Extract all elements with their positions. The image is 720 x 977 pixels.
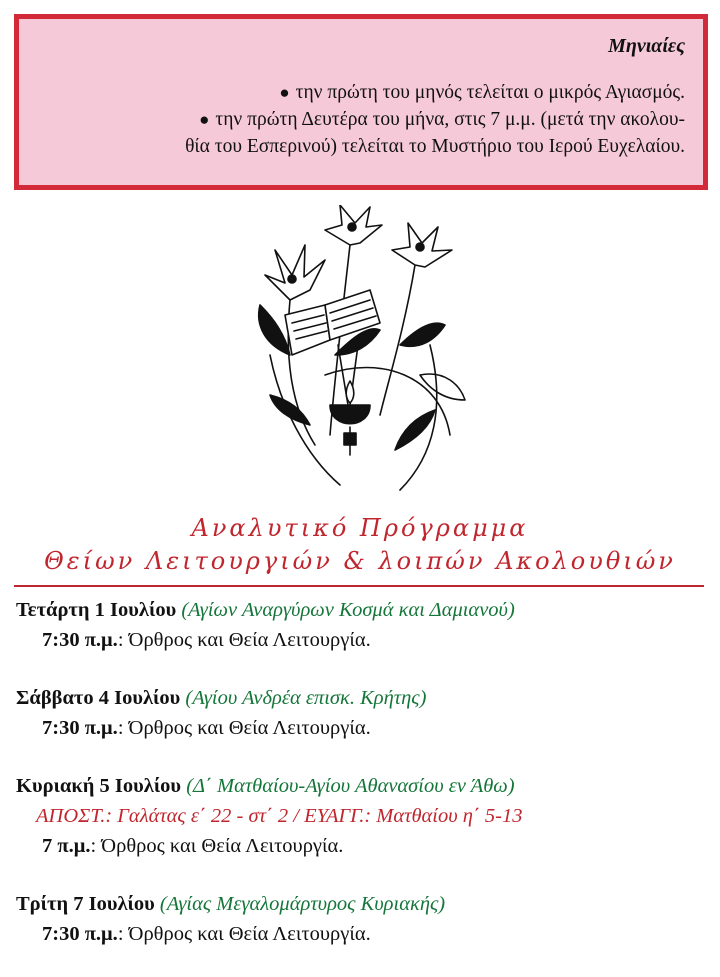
feast-name: (Αγίας Μεγαλομάρτυρος Κυριακής) [159,893,446,915]
service-line [16,713,706,743]
feast-name: (Δ΄ Ματθαίου-Αγίου Αθανασίου εν Άθω) [186,775,515,797]
service-time: 7:30 π.μ. [42,923,118,945]
service-line [16,831,706,861]
monthly-line-text: θία του Εσπερινού) τελείται το Μυστήριο του Ιερού Ευχελαίου. [185,136,685,157]
service-desc: : Όρθρος και Θεία Λειτουργία. [117,923,371,945]
monthly-line-2 [37,106,685,133]
monthly-line-text: την πρώτη Δευτέρα του μήνα, στις 7 μ.μ. (μετά την ακολου- [215,109,685,130]
monthly-title: Μηνιαίες [608,35,685,57]
day-title: Τρίτη 7 Ιουλίου [16,893,155,915]
monthly-line-1 [37,79,685,106]
service-line [16,625,706,655]
readings-line: ΑΠΟΣΤ.: Γαλάτας ε΄ 22 - στ΄ 2 / ΕΥΑΓΓ.: Ματθαίου η΄ 5-13 [36,805,523,827]
service-desc: : Όρθρος και Θεία Λειτουργία. [90,835,344,857]
services-schedule [16,595,706,977]
feast-name: (Αγίου Ανδρέα επισκ. Κρήτης) [185,687,427,709]
feast-name: (Αγίων Αναργύρων Κοσμά και Δαμιανού) [181,599,515,621]
schedule-entry [16,889,706,949]
schedule-heading-line-2: Θείων Λειτουργιών & λοιπών Ακολουθιών [44,547,676,575]
service-desc: : Όρθρος και Θεία Λειτουργία. [117,629,371,651]
schedule-entry [16,595,706,655]
day-title: Τετάρτη 1 Ιουλίου [16,599,177,621]
service-line [16,919,706,949]
lilies-book-lamp-ornament-icon [230,205,480,510]
service-time: 7 π.μ. [42,835,91,857]
entry-header [16,595,706,625]
bullet-icon: ● [199,110,210,129]
service-time: 7:30 π.μ. [42,717,118,739]
heading-divider [14,585,704,587]
day-title: Κυριακή 5 Ιουλίου [16,775,182,797]
monthly-notice-box [14,14,708,190]
service-desc: : Όρθρος και Θεία Λειτουργία. [117,717,371,739]
entry-header [16,889,706,919]
service-time: 7:30 π.μ. [42,629,118,651]
entry-header [16,683,706,713]
monthly-line-text: την πρώτη του μηνός τελείται ο μικρός Αγιασμός. [295,82,685,103]
schedule-heading-line-1: Αναλυτικό Πρόγραμμα [191,514,529,542]
monthly-line-3 [37,133,685,160]
bullet-icon: ● [279,83,290,102]
schedule-entry [16,683,706,743]
entry-header [16,771,706,801]
day-title: Σάββατο 4 Ιουλίου [16,687,181,709]
schedule-entry [16,771,706,861]
